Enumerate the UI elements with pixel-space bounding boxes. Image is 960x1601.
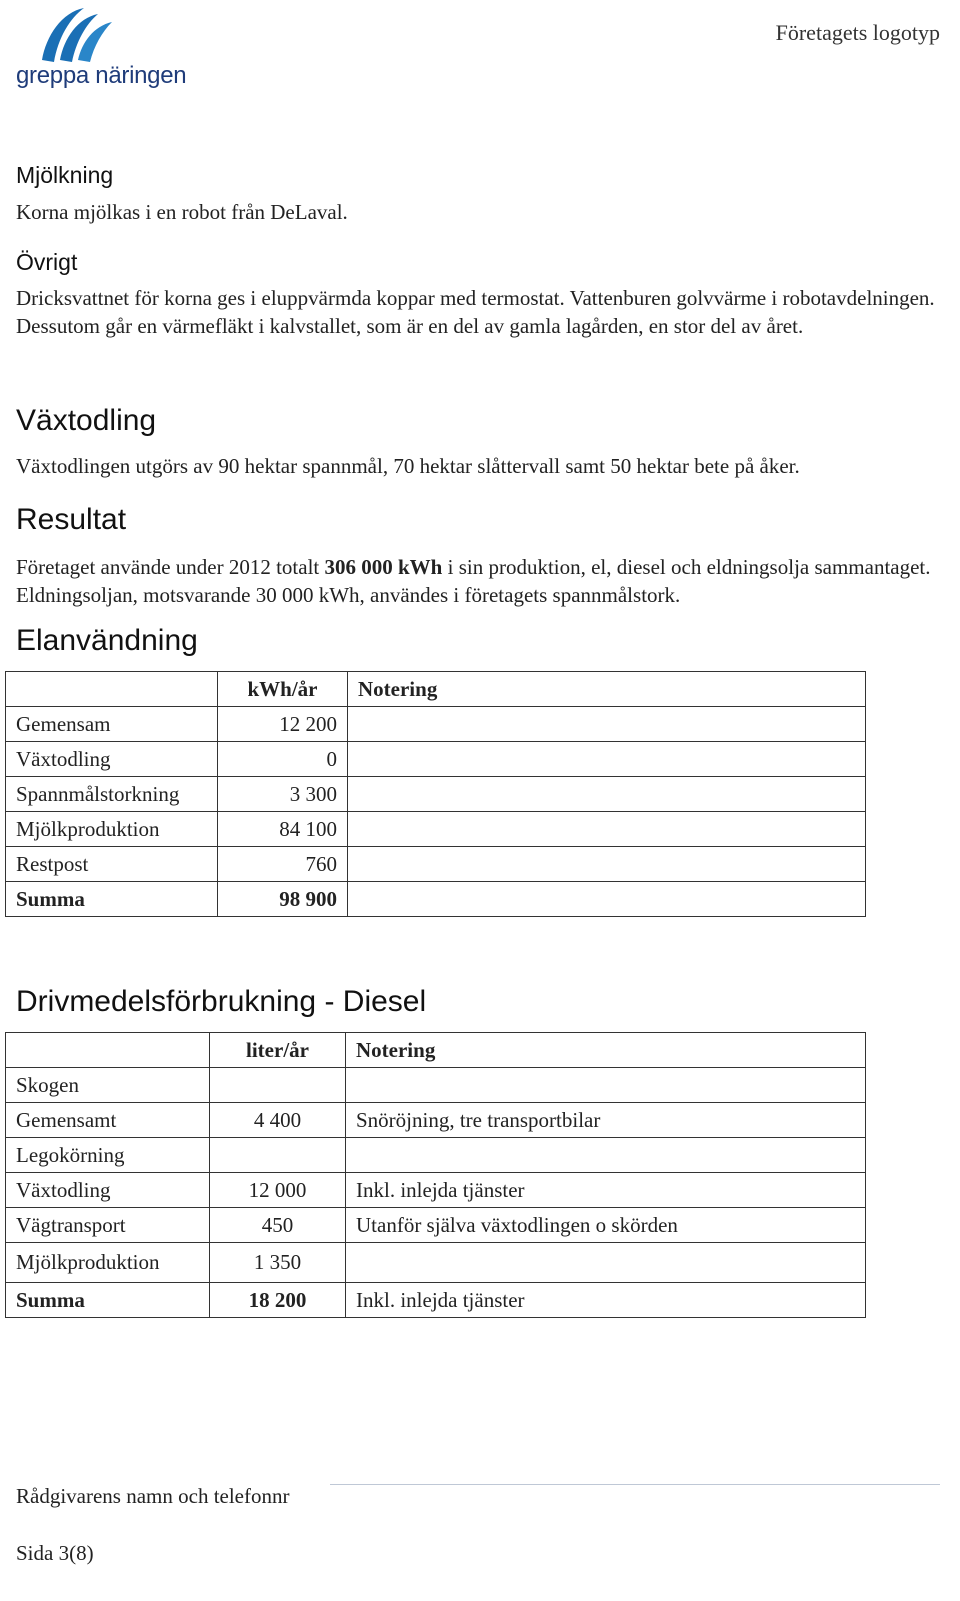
row-note <box>348 847 866 882</box>
row-label: Växtodling <box>6 1173 210 1208</box>
table-row <box>6 777 866 812</box>
header-cell-notering: Notering <box>346 1033 866 1068</box>
row-note <box>348 742 866 777</box>
table-row-summa <box>6 1283 866 1318</box>
row-value: 4 400 <box>210 1103 346 1138</box>
row-note <box>348 777 866 812</box>
row-label: Mjölkproduktion <box>6 812 218 847</box>
heading-mjolkning: Mjölkning <box>16 162 114 188</box>
row-note: Utanför själva växtodlingen o skörden <box>346 1208 866 1243</box>
heading-diesel: Drivmedelsförbrukning - Diesel <box>16 985 427 1018</box>
row-note: Snöröjning, tre transportbilar <box>346 1103 866 1138</box>
footer-divider <box>330 1484 940 1485</box>
heading-resultat: Resultat <box>16 503 127 536</box>
header-cell <box>6 672 218 707</box>
table-header-row <box>6 672 866 707</box>
diesel-table <box>5 1032 866 1318</box>
row-label: Legokörning <box>6 1138 210 1173</box>
heading-vaxtodling: Växtodling <box>16 404 157 437</box>
greppa-logo <box>14 0 194 100</box>
row-value: 98 900 <box>218 882 348 917</box>
text-mjolkning: Korna mjölkas i en robot från DeLaval. <box>16 200 348 224</box>
resultat-text-after: i sin produktion, el, diesel och eldningsolja sammantaget. Eldningsoljan, motsvarande 30 000 kWh, användes i företagets spannmålstork. <box>16 555 931 607</box>
row-value: 450 <box>210 1208 346 1243</box>
row-value: 84 100 <box>218 812 348 847</box>
header-cell-liter: liter/år <box>210 1033 346 1068</box>
table-row <box>6 1173 866 1208</box>
row-label: Restpost <box>6 847 218 882</box>
table-row <box>6 1068 866 1103</box>
header-cell-notering: Notering <box>348 672 866 707</box>
page-number: Sida 3(8) <box>16 1541 94 1565</box>
row-value: 12 000 <box>210 1173 346 1208</box>
row-note <box>346 1138 866 1173</box>
row-note <box>348 707 866 742</box>
heading-ovrigt: Övrigt <box>16 249 78 275</box>
table-header-row <box>6 1033 866 1068</box>
heading-elanvandning: Elanvändning <box>16 624 198 657</box>
brand-name: greppa näringen <box>16 62 187 89</box>
table-row <box>6 1243 866 1283</box>
resultat-total-kwh: 306 000 kWh <box>324 555 443 579</box>
table-row <box>6 707 866 742</box>
table-row <box>6 1103 866 1138</box>
table-row <box>6 742 866 777</box>
row-note <box>346 1068 866 1103</box>
row-note <box>348 812 866 847</box>
row-value <box>210 1138 346 1173</box>
text-vaxtodling: Växtodlingen utgörs av 90 hektar spannmål, 70 hektar slåttervall samt 50 hektar bete på åker. <box>16 454 800 478</box>
row-label: Mjölkproduktion <box>6 1243 210 1283</box>
row-label: Växtodling <box>6 742 218 777</box>
text-resultat <box>16 553 936 609</box>
header-cell <box>6 1033 210 1068</box>
row-note <box>346 1243 866 1283</box>
row-label: Summa <box>6 1283 210 1318</box>
row-label: Spannmålstorkning <box>6 777 218 812</box>
elanvandning-table <box>5 671 866 917</box>
row-label: Gemensam <box>6 707 218 742</box>
row-value: 760 <box>218 847 348 882</box>
row-value: 1 350 <box>210 1243 346 1283</box>
row-note: Inkl. inlejda tjänster <box>346 1173 866 1208</box>
company-logo-placeholder: Företagets logotyp <box>775 20 940 45</box>
header-cell-kwh: kWh/år <box>218 672 348 707</box>
row-value: 3 300 <box>218 777 348 812</box>
row-value <box>210 1068 346 1103</box>
row-note: Inkl. inlejda tjänster <box>346 1283 866 1318</box>
row-value: 18 200 <box>210 1283 346 1318</box>
advisor-label: Rådgivarens namn och telefonnr <box>16 1484 290 1508</box>
row-label: Skogen <box>6 1068 210 1103</box>
row-label: Summa <box>6 882 218 917</box>
table-row <box>6 1208 866 1243</box>
table-row <box>6 1138 866 1173</box>
row-value: 0 <box>218 742 348 777</box>
text-ovrigt: Dricksvattnet för korna ges i eluppvärmda koppar med termostat. Vattenburen golvvärme i robotavdelningen. Dessutom går en värmefläkt i kalvstallet, som är en del av gamla lagården, en stor del av året. <box>16 286 935 338</box>
greppa-swoosh-icon <box>36 2 116 64</box>
resultat-text-before: Företaget använde under 2012 totalt <box>16 555 325 579</box>
row-label: Vägtransport <box>6 1208 210 1243</box>
row-note <box>348 882 866 917</box>
table-row <box>6 847 866 882</box>
row-value: 12 200 <box>218 707 348 742</box>
table-row <box>6 812 866 847</box>
table-row-summa <box>6 882 866 917</box>
row-label: Gemensamt <box>6 1103 210 1138</box>
